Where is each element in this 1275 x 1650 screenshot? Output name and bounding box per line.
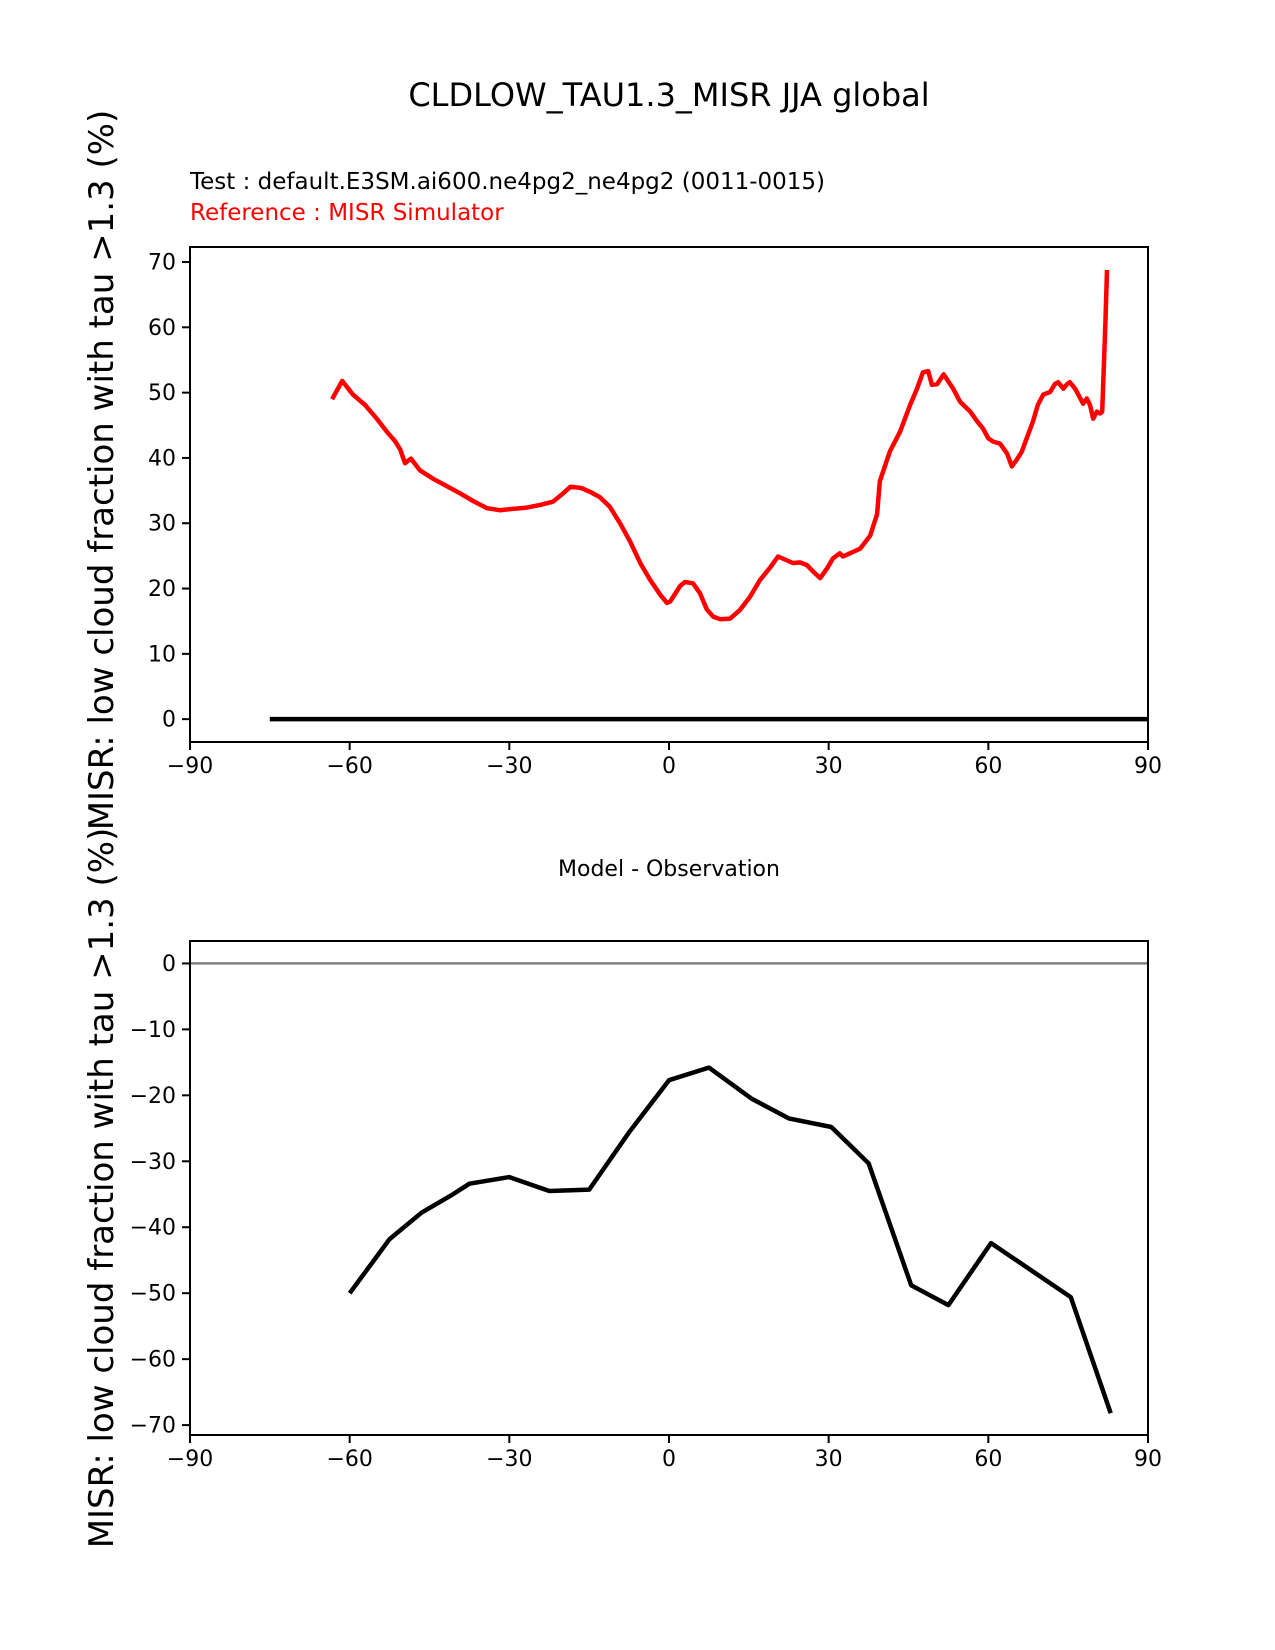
x-tick-label: −90 — [166, 1447, 214, 1472]
x-tick-label: 60 — [974, 1447, 1003, 1472]
y-tick-label: 40 — [148, 446, 176, 472]
x-tick-label: 90 — [1134, 1447, 1162, 1472]
test-annotation: Test : default.E3SM.ai600.ne4pg2_ne4pg2 (0011-0015) — [190, 169, 826, 195]
reference-annotation: Reference : MISR Simulator — [190, 200, 504, 226]
plot-border — [190, 941, 1148, 1435]
y-tick-label: −70 — [129, 1413, 176, 1439]
x-tick-label: −30 — [486, 1447, 533, 1472]
bottom-chart-title: Model - Observation — [558, 857, 780, 882]
y-tick-label: −10 — [129, 1017, 176, 1043]
y-tick-label: 70 — [148, 250, 176, 276]
series-model-minus-observation — [350, 1068, 1111, 1414]
y-tick-label: 60 — [148, 315, 176, 341]
y-tick-label: −60 — [129, 1347, 176, 1373]
y-tick-label: 30 — [148, 511, 176, 537]
plot-border — [190, 247, 1148, 742]
x-tick-label: 60 — [974, 754, 1003, 779]
y-tick-label: −40 — [129, 1215, 176, 1241]
x-tick-label: 0 — [662, 1447, 676, 1472]
x-tick-label: −60 — [326, 754, 373, 779]
top-y-axis-label: MISR: low cloud fraction with tau >1.3 (%) — [82, 109, 122, 831]
y-tick-label: −50 — [129, 1281, 176, 1307]
y-tick-label: 0 — [162, 951, 176, 977]
y-tick-label: −30 — [129, 1149, 176, 1175]
bottom-y-axis-label: MISR: low cloud fraction with tau >1.3 (%) — [82, 827, 122, 1549]
series-reference-misr-simulator — [332, 270, 1107, 619]
x-tick-label: 0 — [662, 754, 676, 779]
y-tick-label: 10 — [148, 642, 176, 668]
top-plot-area — [148, 247, 1162, 779]
x-tick-label: −30 — [486, 754, 533, 779]
y-tick-label: 50 — [148, 381, 176, 407]
top-chart-title: CLDLOW_TAU1.3_MISR JJA global — [408, 76, 930, 114]
y-tick-label: 20 — [148, 577, 176, 603]
x-tick-label: 30 — [814, 1447, 843, 1472]
x-tick-label: −60 — [326, 1447, 373, 1472]
x-tick-label: 90 — [1134, 754, 1162, 779]
bottom-plot-area — [130, 941, 1162, 1472]
y-tick-label: 0 — [162, 707, 176, 733]
x-tick-label: −90 — [166, 754, 214, 779]
y-tick-label: −20 — [129, 1083, 176, 1109]
x-tick-label: 30 — [814, 754, 843, 779]
